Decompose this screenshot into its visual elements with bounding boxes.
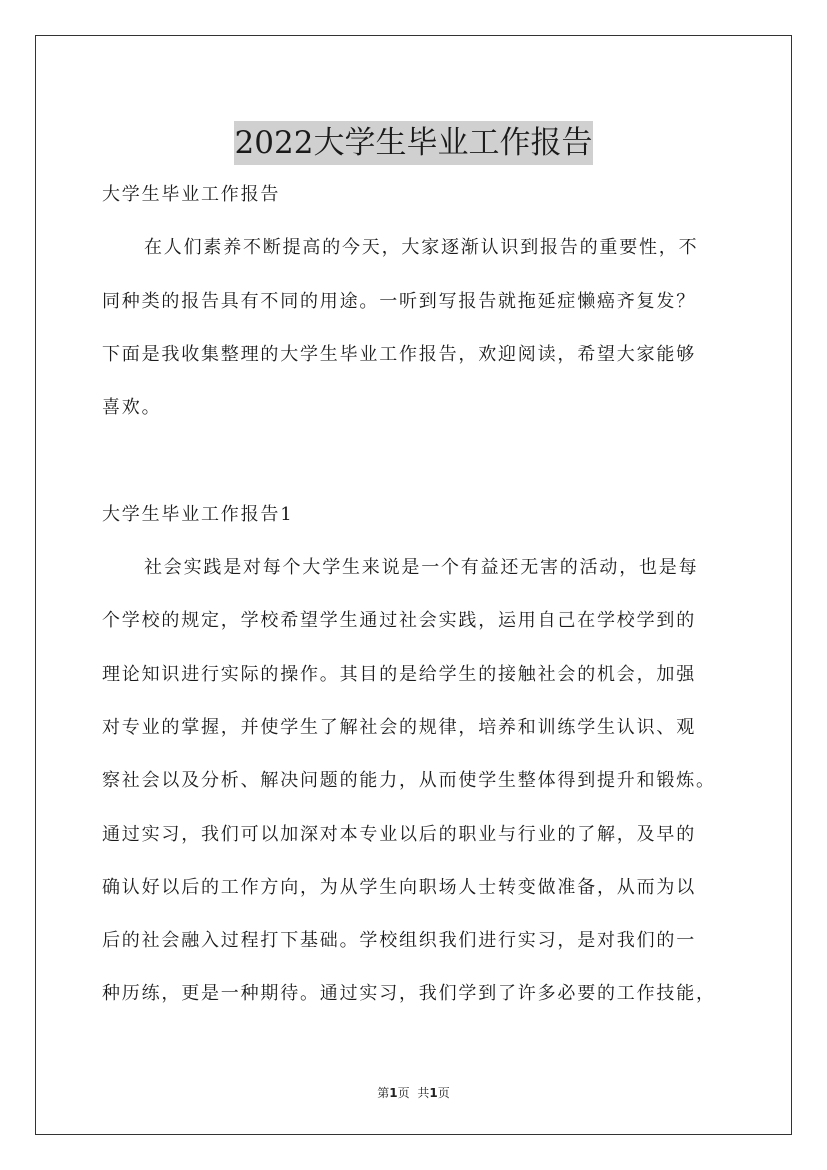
page-label-suffix: 页: [397, 1086, 410, 1100]
section-1-line-8: 后的社会融入过程打下基础。学校组织我们进行实习，是对我们的一: [102, 930, 696, 952]
section-1-line-6: 通过实习，我们可以加深对本专业以后的职业与行业的了解，及早的: [102, 823, 696, 845]
intro-line-1: 在人们素养不断提高的今天，大家逐渐认识到报告的重要性，不: [144, 237, 699, 259]
paragraph-spacer: [102, 434, 734, 487]
total-label-prefix: 共: [417, 1086, 430, 1100]
total-label-suffix: 页: [437, 1086, 450, 1100]
page-number: 1: [389, 1086, 398, 1100]
intro-line-4: 喜欢。: [102, 397, 162, 419]
intro-line-3: 下面是我收集整理的大学生毕业工作报告，欢迎阅读，希望大家能够: [102, 343, 696, 365]
section-1-line-4: 对专业的掌握，并使学生了解社会的规律，培养和训练学生认识、观: [102, 716, 696, 738]
document-body: [102, 168, 734, 1021]
section-1-line-5: 察社会以及分析、解决问题的能力，从而使学生整体得到提升和锻炼。: [102, 770, 716, 792]
section-1-line-9: 种历练，更是一种期待。通过实习，我们学到了许多必要的工作技能，: [102, 983, 716, 1005]
section-1-line-1: 社会实践是对每个大学生来说是一个有益还无害的活动，也是每: [144, 557, 699, 579]
section-1-line-3: 理论知识进行实际的操作。其目的是给学生的接触社会的机会，加强: [102, 663, 696, 685]
section-1-heading: 大学生毕业工作报告1: [102, 503, 294, 525]
total-pages: 1: [429, 1086, 438, 1100]
section-1-line-2: 个学校的规定，学校希望学生通过社会实践，运用自己在学校学到的: [102, 610, 696, 632]
document-title: 2022大学生毕业工作报告: [234, 121, 594, 165]
section-1-line-7: 确认好以后的工作方向，为从学生向职场人士转变做准备，从而为以: [102, 876, 696, 898]
page-label-prefix: 第: [377, 1086, 390, 1100]
intro-line-2: 同种类的报告具有不同的用途。一听到写报告就拖延症懒癌齐复发？: [102, 290, 696, 312]
subtitle: 大学生毕业工作报告: [102, 184, 281, 205]
page-footer: [0, 1084, 827, 1101]
